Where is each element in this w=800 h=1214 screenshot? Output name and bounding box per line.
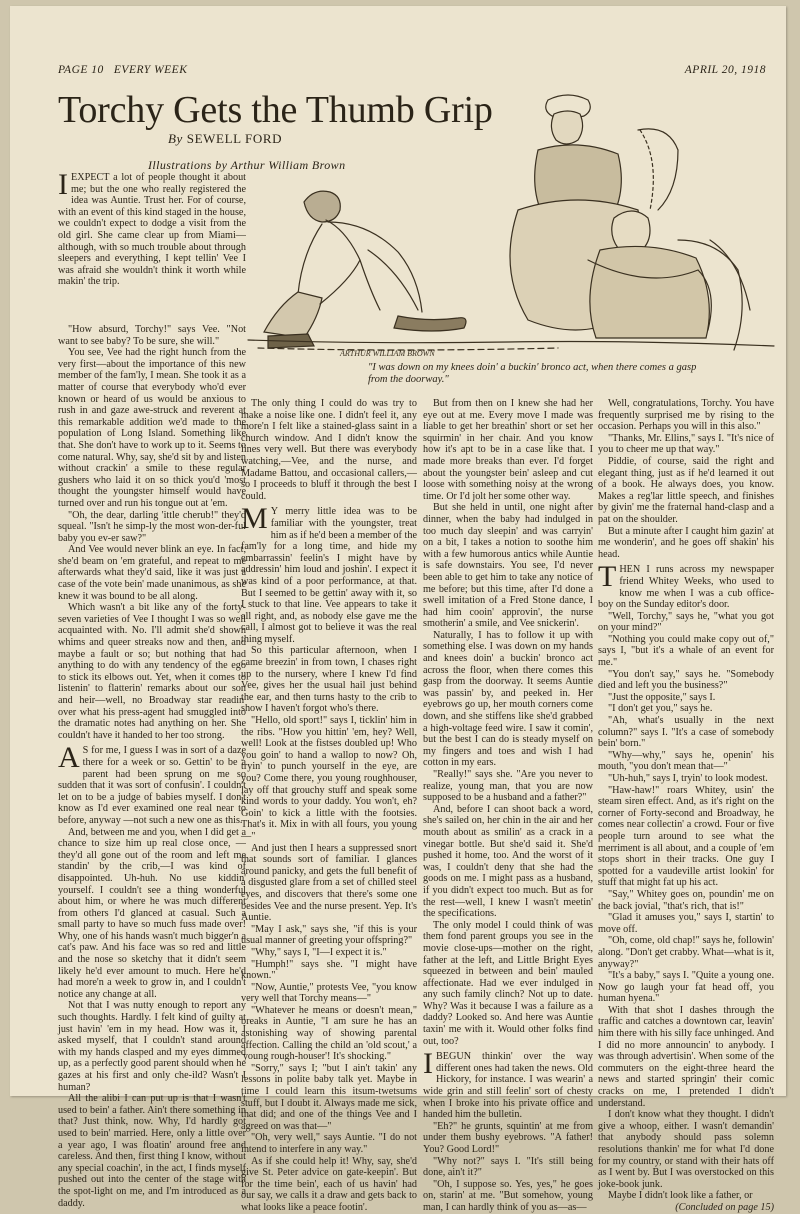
byline: By SEWELL FORD [168, 131, 283, 146]
illustrator-credit: Illustrations by Arthur William Brown [148, 158, 346, 172]
kneeling-man-figure [264, 191, 466, 348]
vee-figure [588, 211, 750, 350]
column-2: The only thing I could do was try to make a noise like one. I didn't feel it, any more'n I felt like a stained-glass saint in a church window. And I didn't know the lines very well. But there was everybody watching,—Vee, and the nurse, and Madame Battou, and occasional callers,—so I proceeds to bluff it through the best I could. M Y merry little idea was to be familiar with the youngster, treat him as if he'd been a member of the fam'ly for a long time, and hide my embarrassin' feelin's I might have by addressin' him loud and joshin'. I expect it was kind of a poor performance, at that. But I seemed to be gettin' away with it, so I stuck to that line. Vee appears to take it all right, and, as nobody else gave me the call, I almost got to believe it was the real thing myself. So this particular afternoon, when I came breezin' in from town, I chases right up to the nursery, where I knew I'd find Vee, gives her the usual hail just behind the ear, and then turns hasty to the crib to show I haven't forgot who's there. "Hello, old sport!" says I, ticklin' him in the ribs. "How you hittin' 'em, hey? Well, well! Look at the fistses doubled up! Who you goin' to hand a wallop to now? Oh, tryin' to punch yourself in the eye, are you? Come there, you young roughhouser, lay off that grouchy stuff and speak some kind words to your daddy. You won't, eh? Goin' to kick a little with the footsies. That's it. Mix in with all fours, you young—" And just then I hears a suppressed snort that sounds sort of familiar. I glances around panicky, and gets the full benefit of a disgusted glare from a set of chilled steel eyes, and discovers that there's some one besides Vee and the nurse present. Yep. It's Auntie. "May I ask," says she, "if this is your usual manner of greeting your offspring?" "Why," says I, "I—I expect it is." "Humph!" says she. "I might have known." "Now, Auntie," protests Vee, "you know very well that Torchy means—" "Whatever he means or doesn't mean," breaks in Auntie, "I am sure he has an astonishing way of showing parental affection. Calling the child an 'old scout,' a 'young rough-houser'! It's shocking." "Sorry," says I; "but I ain't takin' any lessons in polite baby talk yet. Maybe in time I could learn this itsum-twetsums stuff, but I doubt it. Always made me sick, that did; and one of the things Vee and I agreed on was that—" "Oh, very well," says Auntie. "I do not intend to interfere in any way." As if she could help it! Why, say, she'd give St. Peter advice on gate-keepin'. But for the time bein', each of us havin' had our say, we calls it a draw and gets back to what looks like a peace footin'. [241, 398, 417, 1213]
author-name: SEWELL FORD [186, 131, 283, 146]
drop-cap: T [598, 560, 617, 594]
drop-cap: M [241, 502, 268, 536]
drop-cap: I [58, 168, 68, 201]
magazine-page [10, 6, 786, 1213]
column-1-top: IEXPECT a lot of people thought it about me; but the one who really registered the idea was Auntie. Trust her. For of course, with an event of this kind staged in the house, we couldn't expect to dodge a visit from the old girl. She came clear up from Miami—although, with so much trouble about through sleepers and everything, I kept tellin' Vee I was afraid she wouldn't think it worth while makin' the trip. [58, 168, 246, 288]
column-4: Well, congratulations, Torchy. You have frequently surprised me by rising to the occasion. Perhaps you will in this also." "Thanks, Mr. Ellins," says I. "It's nice of you to cheer me up that way." Piddie, of course, said the right and elegant thing, just as if he'd learned it out of a book. He always does, you know. Makes a reg'lar little speech, and finishes by givin' me the fraternal hand-clasp and a pat on the shoulder. But a minute after I caught him gazin' at me wonderin', and he goes off shakin' his head. THEN I runs across my newspaper friend Whitey Weeks, who used to know me when I was a cub office-boy on the Sunday editor's door. "Well, Torchy," says he, "what you got on your mind?" "Nothing you could make copy out of," says I, "but it's a whale of an event for me." "You don't say," says he. "Somebody died and left you the business?" "Just the opposite," says I. "I don't get you," says he. "Ah, what's usually in the next column?" says I. "It's a case of somebody bein' born." "Why—why," says he, openin' his mouth, "you don't mean that—" "Uh-huh," says I, tryin' to look modest. "Haw-haw!" roars Whitey, usin' the steam siren effect. And, as it's right on the corner of Forty-second and Broadway, he comes near collectin' a crowd. Four or five people turn around to see what the merriment is all about, and a couple of 'em stops short in their tracks. One guy I spotted for a vaudeville artist lookin' for stuff that might fat up his act. "Say," Whitey goes on, poundin' me on the back jovial, "that's rich, that is!" "Glad it amuses you," says I, startin' to move off. "Oh, come, old chap!" says he, followin' along. "Don't get crabby. What—what is it, anyway?" "It's a baby," says I. "Quite a young one. Now go laugh your fat head off, you human hyena." With that shot I dashes through the traffic and catches a downtown car, leavin' him there with his silly face unhinged. And I did no more announcin' to anybody. I was through advertisin'. When some of the commuters on the eight-three heard the news and started springin' their comic cracks on me, I pretended I didn't understand. I don't know what they thought. I didn't give a whoop, either. I wasn't demandin' that anybody should pass solemn resolutions thankin' me for what I'd done for my country, or stand with their hats off as I went by. But I was overstocked on this joke-book junk. Maybe I didn't look like a father, or (Concluded on page 15) [598, 398, 774, 1213]
artist-signature: ARTHUR WILLIAM BROWN [340, 349, 435, 358]
illustration-caption: "I was down on my knees doin' a buckin' bronco act, when there comes a gasp from the doorway." [368, 362, 697, 385]
running-header [58, 64, 766, 80]
continuation-note: (Concluded on page 15) [675, 1201, 774, 1213]
column-3: But from then on I knew she had her eye out at me. Every move I made was liable to get her breathin' short or set her squirmin' in her chair. And you know how it's apt to be in a case like that. I made more breaks than ever. I'd forget about the youngster bein' asleep and cut loose with something noisy at the wrong time. Or I'd jolt her some other way. But she held in until, one night after dinner, when the baby had indulged in too much day sleepin' and was carryin' on a bit, I takes a notion to soothe him with a few humorous antics while Auntie is safe downstairs. You see, I'd never been able to get him to take any notice of me before; but this time, after I'd done a swell imitation of a Fred Stone dance, I had him cooin' approvin', the nurse smotherin' a smile, and Vee snickerin'. Naturally, I has to follow it up with something else. I was down on my hands and knees doin' a buckin' bronco act across the floor, when there comes this gasp from the doorway. It seems Auntie was passin' by, and peeked in. Her eyebrows go up, her mouth corners come down, and she stiffens like she'd grabbed a high-voltage feed wire. I saw it comin', but the best I can do is steady myself on my fingers and toes and wish I had cotton in my ears. "Really!" says she. "Are you never to realize, young man, that you are now supposed to be a husband and a father?" And, before I can shoot back a word, she's sailed on, her chin in the air and her mouth about as smilin' as a crack in a vinegar bottle. But she'd said it. She'd pushed it home, too. And the worst of it was, I couldn't deny that she had the goods on me. I might pass as a husband, if you didn't expect too much. But as for the rest—well, I knew I wasn't meetin' the specifications. The only model I could think of was them fond parent groups you see in the movie close-ups—mother on the right, father at the left, and Little Bright Eyes squeezed in between and bein' mauled affectionate. Had we ever indulged in any such family clinch? Not up to date. Why? Was it because I was a failure as a daddy? Looked so. And here was Auntie taxin' me with it. Would other folks find out, too? IBEGUN thinkin' over the way different ones had taken the news. Old Hickory, for instance. I was wearin' a wide grin and still feelin' sort of chesty when I broke into his private office and handed him the bulletin. "Eh?" he grunts, squintin' at me from under them bushy eyebrows. "A father! You? Good Lord!" "Why not?" says I. "It's still being done, ain't it?" "Oh, I suppose so. Yes, yes," he goes on, starin' at me. "But somehow, young man, I can hardly think of you as—as— [423, 398, 593, 1213]
drop-cap: A [58, 741, 80, 775]
issue-date: APRIL 20, 1918 [684, 64, 766, 76]
illustration [248, 90, 774, 358]
page-label: PAGE 10 EVERY WEEK [58, 64, 188, 76]
article-title: Torchy Gets the Thumb Grip [58, 89, 493, 131]
column-1: "How absurd, Torchy!" says Vee. "Not want to see baby? To be sure, she will." You see, Vee had the right hunch from the very first—about the importance of this new member of the fam'ly, I mean. She took it as a matter of course that everybody who'd ever known or heard of us would be anxious to rush in and gaze awe-struck and reverent at this remarkable addition we'd made to the population of Long Island. Something like that. She don't have to work up to it. Seems to come natural. Why, say, she'd sit by and listen without crackin' a smile to these regular gushers who laid it on so thick you'd 'most thought the youngster himself would have turned over and run his tongue out at 'em. "Oh, the dear, darling 'ittle cherub!" they'd squeal. "Isn't he simp-ly the most won-der-ful baby you ev-er saw?" And Vee would never blink an eye. In fact, she'd beam on 'em grateful, and repeat to me afterwards what they'd said, like it was just a case of the vote bein' made unanimous, as she knew it was bound to be all along. Which wasn't a bit like any of the forty-seven varieties of Vee I thought I was so well acquainted with. No. I'll admit she'd shown whims and queer streaks now and then, and maybe a fault or so; but nothing that had anything to do with any tendency of the ego to stick its elbows out. Yet, when it comes to listenin' to flatterin' remarks about our son and heir—well, no Broadway star readin' over what his press-agent had smuggled into the dramatic notes had anything on her. She couldn't have it handed to her too strong. A S for me, I guess I was in sort of a daze there for a week or so. Gettin' to be a parent had been sprung on me so sudden that it was sort of confusin'. I couldn't let on to be a judge of babies myself. I don't know as I'd ever examined one real near to before, anyway —not such a new one as this. And, between me and you, when I did get a chance to size him up real close once, —they'd all gone out of the room and left me standin' by the crib,—I was kind of disappointed. Uh-huh. No use kiddin' yourself. I couldn't see a thing wonderful about him, or where he was much different from others I'd glanced at casual. Such a small party to have so much fuss made over! Why, one of his hands wasn't much bigger'n a cat's paw. And his face was so red and little and the nose so sketchy that it didn't seem likely he'd ever amount to much. Here he'd had more'n a week to grow in, and I couldn't notice any change at all. Not that I was nutty enough to report any such thoughts. Hardly. I felt kind of guilty at just havin' 'em in my head. How was it, I asked myself, that I couldn't stand around with my hands clasped and my eyes dimmed up, as a perfectly good parent should when he gazes at his first and only che-ild? Wasn't I human? All the alibi I can put up is that I wasn't used to bein' a father. Ain't there something in that? Just think, now. Why, I'd hardly got used to bein' married. Here, only a little over a year ago, I was floatin' around free and careless. And then, first thing I know, without any special coachin', in the act, I finds myself pushed out into the center of the stage with the spot-light on me, and I'm introduced as a daddy. [58, 324, 246, 1209]
drop-cap: I [423, 1047, 433, 1081]
